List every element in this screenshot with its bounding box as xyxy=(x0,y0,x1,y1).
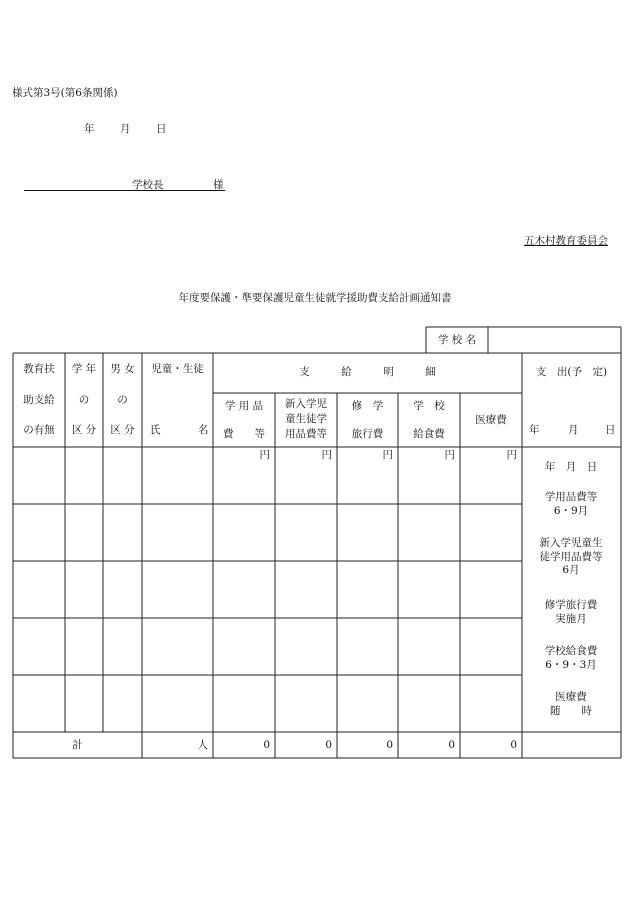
schedule-trip: 修学旅行費 実施月 xyxy=(544,599,598,625)
document-title: 年度要保護・準要保護児童生徒就学援助費支給計画通知書 xyxy=(178,292,452,304)
total-persons-unit: 人 xyxy=(197,739,208,751)
addressee-suffix: 学校長 xyxy=(132,179,164,191)
schedule-date: 年 月 日 xyxy=(544,461,598,473)
yen-unit-medical: 円 xyxy=(506,449,517,461)
total-medical: 0 xyxy=(510,739,517,751)
header-sex-line1: 男 女 xyxy=(110,363,135,375)
schedule-new-entrant: 新入学児童生 徒学用品費等 6月 xyxy=(539,537,603,577)
header-sex-line2: の xyxy=(117,394,128,406)
header-payout-month: 月 xyxy=(568,424,579,436)
total-supplies: 0 xyxy=(263,739,270,751)
header-trip-1: 修 学 xyxy=(351,400,384,412)
schedule-medical: 医療費 随 時 xyxy=(550,691,592,717)
header-aid-line3: の有無 xyxy=(23,424,55,436)
yen-unit-lunch: 円 xyxy=(444,449,455,461)
school-name-field[interactable] xyxy=(489,328,620,352)
total-new-entrant: 0 xyxy=(325,739,332,751)
header-supplies-1: 学 用 品 xyxy=(224,400,264,412)
yen-unit-new-entrant: 円 xyxy=(321,449,332,461)
school-name-label: 学 校 名 xyxy=(437,334,477,346)
header-student: 児童・生徒 xyxy=(151,363,204,375)
header-supplies-2: 費 等 xyxy=(223,428,265,440)
header-payment-details: 支 給 明 細 xyxy=(299,366,436,378)
header-student-name-2: 名 xyxy=(198,424,209,436)
date-year: 年 xyxy=(84,123,95,135)
header-aid-line2: 助支給 xyxy=(23,394,55,406)
date-month: 月 xyxy=(120,123,131,135)
schedule-lunch: 学校給食費 6・9・3月 xyxy=(544,645,598,671)
header-medical: 医療費 xyxy=(475,414,507,426)
header-new-entrant-3: 用品費等 xyxy=(285,428,327,440)
header-sex-line3: 区 分 xyxy=(110,424,135,436)
header-grade-line2: の xyxy=(78,394,90,406)
header-grade-line3: 区 分 xyxy=(71,424,97,436)
header-lunch-1: 学 校 xyxy=(413,400,445,412)
schedule-supplies: 学用品費等 6・9月 xyxy=(544,491,598,517)
addressee-honorific: 様 xyxy=(213,179,224,191)
header-new-entrant-1: 新入学児 xyxy=(285,398,327,410)
header-aid-line1: 教育扶 xyxy=(23,363,55,375)
header-new-entrant-2: 童生徒学 xyxy=(285,413,327,425)
total-lunch: 0 xyxy=(448,739,455,751)
header-lunch-2: 給食費 xyxy=(413,428,445,440)
header-payout: 支 出(予 定) xyxy=(535,366,608,378)
header-trip-2: 旅行費 xyxy=(351,428,384,440)
header-payout-day: 日 xyxy=(605,424,616,436)
total-label: 計 xyxy=(72,739,83,751)
total-trip: 0 xyxy=(386,739,393,751)
form-number: 様式第3号(第6条関係) xyxy=(12,87,118,99)
issuer: 五木村教育委員会 xyxy=(524,235,608,247)
date-day: 日 xyxy=(156,123,167,135)
header-grade-line1: 学 年 xyxy=(71,363,97,375)
yen-unit-trip: 円 xyxy=(382,449,393,461)
header-payout-year: 年 xyxy=(529,424,540,436)
header-student-name-1: 氏 xyxy=(150,424,161,436)
yen-unit-supplies: 円 xyxy=(259,449,270,461)
